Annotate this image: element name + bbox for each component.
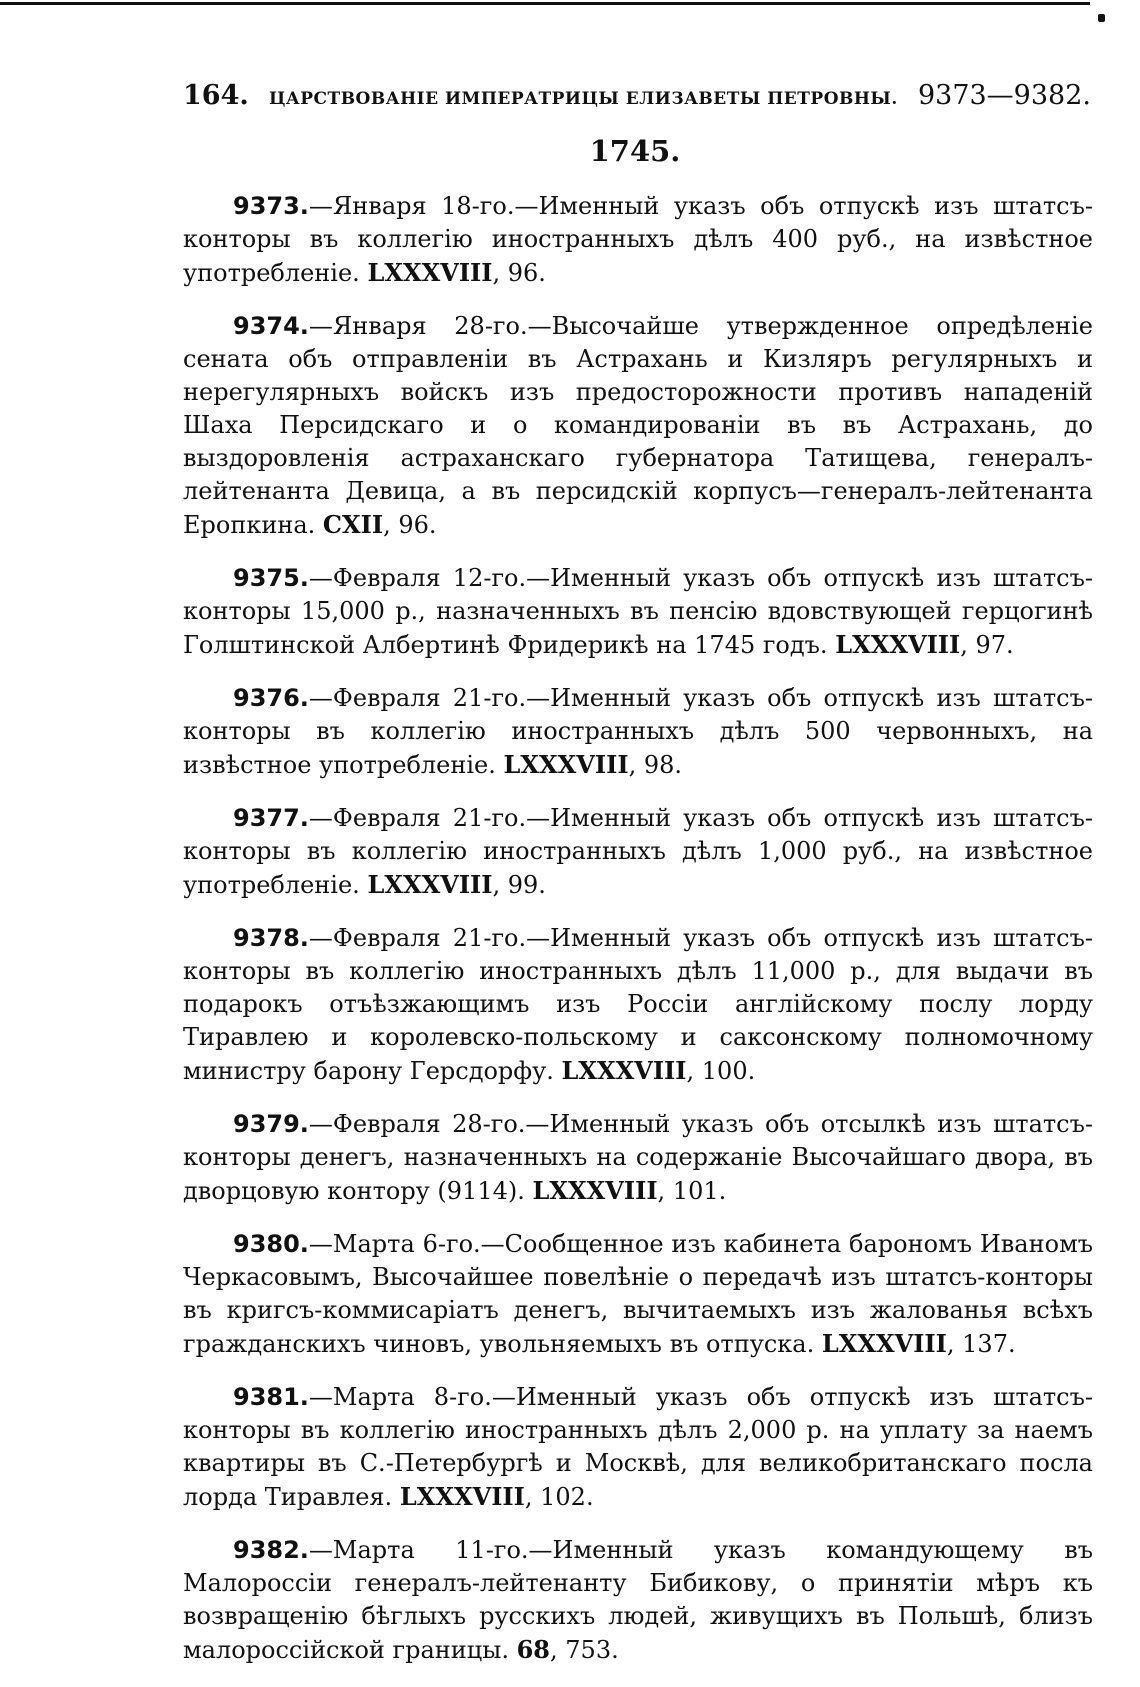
entry-page: , 753. — [550, 1636, 619, 1664]
entry-page: , 96. — [383, 511, 437, 539]
entry-page: , 101. — [657, 1177, 727, 1205]
scan-mark — [1098, 14, 1105, 22]
page-header — [183, 80, 1091, 116]
entry-9382 — [183, 1534, 1093, 1667]
entry-reference: CXII — [322, 510, 384, 539]
entry-reference: LXXXVIII — [561, 1056, 687, 1085]
entry-number: 9376. — [233, 684, 309, 712]
entry-reference: LXXXVIII — [821, 1329, 947, 1358]
entry-number: 9373. — [233, 192, 309, 220]
entry-text: —Февраля 28-го.—Именный указъ объ отсылкѣ изъ штатсъ-конторы денегъ, назначенныхъ на содержаніе Высочайшаго двора, въ дворцовую контору (9114). — [183, 1110, 1093, 1205]
entry-range: 9373—9382. — [917, 80, 1091, 111]
entry-text: —Февраля 21-го.—Именный указъ объ отпускѣ изъ штатсъ-конторы въ коллегію иностранныхъ дѣлъ 1,000 руб., на извѣстное употребленіе. — [183, 804, 1093, 899]
entry-text: —Марта 6-го.—Сообщенное изъ кабинета барономъ Иваномъ Черкасовымъ, Высочайшее повелѣніе о передачѣ изъ штатсъ-конторы въ кригсъ-коммисаріатъ денегъ, вычитаемыхъ изъ жалованья всѣхъ гражданскихъ чиновъ, увольняемыхъ въ отпуска. — [183, 1230, 1093, 1358]
entry-number: 9377. — [233, 804, 309, 832]
entry-9373 — [183, 190, 1093, 290]
entry-reference: 68 — [516, 1635, 551, 1664]
entry-9377 — [183, 802, 1093, 902]
entry-reference: LXXXVIII — [835, 630, 961, 659]
entry-9379 — [183, 1108, 1093, 1208]
entry-reference: LXXXVIII — [367, 258, 493, 287]
entry-9376 — [183, 682, 1093, 782]
entry-number: 9380. — [233, 1230, 309, 1258]
entry-9381 — [183, 1381, 1093, 1514]
page-number: 164. — [183, 80, 249, 111]
entry-9375 — [183, 562, 1093, 662]
entry-9378 — [183, 922, 1093, 1088]
top-rule — [0, 2, 1090, 5]
entry-reference: LXXXVIII — [367, 870, 493, 899]
entry-page: , 99. — [492, 871, 546, 899]
entry-page: , 97. — [960, 631, 1014, 659]
entry-page: , 96. — [492, 259, 546, 287]
entry-page: , 98. — [628, 751, 683, 779]
entry-page: , 137. — [946, 1330, 1016, 1358]
entry-9380 — [183, 1228, 1093, 1361]
entry-number: 9378. — [233, 924, 309, 952]
running-title: ЦАРСТВОВАНІЕ ИМПЕРАТРИЦЫ ЕЛИЗАВЕТЫ ПЕТРОВНЫ. — [268, 89, 898, 109]
entry-number: 9382. — [233, 1536, 309, 1564]
entry-number: 9374. — [233, 312, 309, 340]
entry-reference: LXXXVIII — [399, 1482, 525, 1511]
entry-text: —Марта 8-го.—Именный указъ объ отпускѣ изъ штатсъ-конторы въ коллегію иностранныхъ дѣлъ 2,000 р. на уплату за наемъ квартиры въ С.-Петербургѣ и Москвѣ, для великобританскаго посла лорда Тиравлея. — [183, 1383, 1093, 1511]
entry-number: 9381. — [233, 1383, 309, 1411]
entry-text: —Февраля 21-го.—Именный указъ объ отпускѣ изъ штатсъ-конторы въ коллегію иностранныхъ дѣлъ 11,000 р., для выдачи въ подарокъ отъѣзжающимъ изъ Россіи англійскому послу лорду Тиравлею и королевско-польскому и саксонскому полномочному министру барону Герсдорфу. — [183, 924, 1093, 1085]
entry-text: —Февраля 21-го.—Именный указъ объ отпускѣ изъ штатсъ-конторы въ коллегію иностранныхъ дѣлъ 500 червонныхъ, на извѣстное употребленіе. — [183, 684, 1093, 779]
entry-page: , 100. — [686, 1057, 756, 1085]
entry-number: 9375. — [233, 564, 309, 592]
entry-9374 — [183, 310, 1093, 542]
entry-text: —Января 18-го.—Именный указъ объ отпускѣ изъ штатсъ-конторы въ коллегію иностранныхъ дѣлъ 400 руб., на извѣстное употребленіе. — [183, 192, 1093, 287]
entry-text: —Января 28-го.—Высочайше утвержденное опредѣленіе сената объ отправленіи въ Астрахань и Кизляръ регулярныхъ и нерегулярныхъ войскъ изъ предосторожности противъ нападеній Шаха Персидскаго и о командированіи въ въ Астрахань, до выздоровленія астраханскаго губернатора Татищева, генералъ-лейтенанта Девица, а въ персидскій корпусъ—генералъ-лейтенанта Еропкина. — [183, 312, 1093, 539]
entry-page: , 102. — [524, 1483, 594, 1511]
entry-text: —Февраля 12-го.—Именный указъ объ отпускѣ изъ штатсъ-конторы 15,000 р., назначенныхъ въ пенсію вдовствующей герцогинѣ Голштинской Албертинѣ Фридерикѣ на 1745 годъ. — [183, 564, 1093, 659]
entry-reference: LXXXVIII — [532, 1176, 658, 1205]
entries-list — [183, 190, 1093, 1687]
entry-reference: LXXXVIII — [503, 750, 629, 779]
year-heading: 1745. — [589, 134, 681, 168]
entry-text: —Марта 11-го.—Именный указъ командующему въ Малороссіи генералъ-лейтенанту Бибикову, о принятіи мѣръ къ возвращенію бѣглыхъ русскихъ людей, живущихъ въ Польшѣ, близъ малороссійской границы. — [183, 1536, 1093, 1664]
entry-number: 9379. — [233, 1110, 309, 1138]
